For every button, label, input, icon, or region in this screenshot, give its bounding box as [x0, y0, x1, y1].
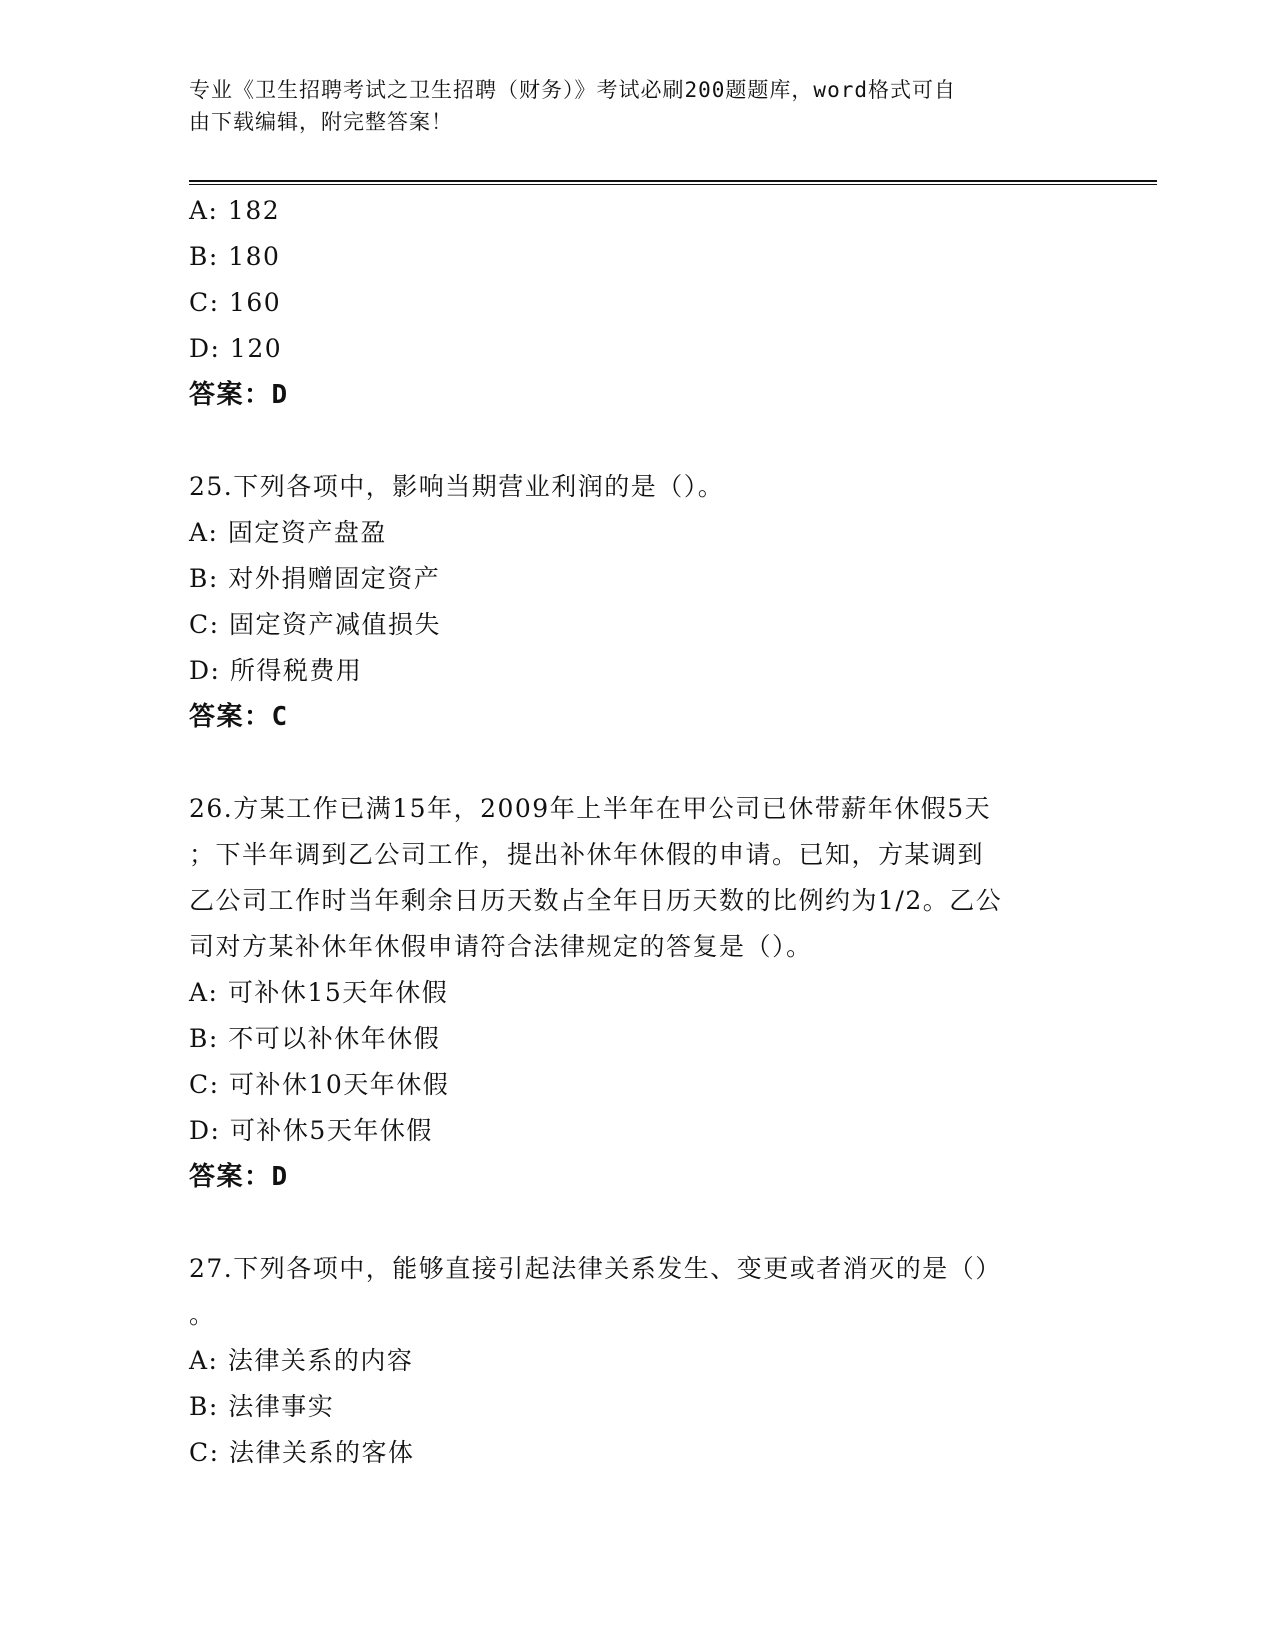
question-stem-line-1: 27.下列各项中，能够直接引起法律关系发生、变更或者消灭的是（） [189, 1254, 1002, 1283]
option-c: C: 可补休10天年休假 [189, 1070, 450, 1099]
option-c: C: 法律关系的客体 [189, 1438, 415, 1467]
question-stem-line-3: 乙公司工作时当年剩余日历天数占全年日历天数的比例约为1/2。乙公 [189, 886, 1003, 915]
header-divider-thick [189, 180, 1157, 182]
answer: 答案：D [189, 380, 289, 410]
answer: 答案：C [189, 702, 289, 732]
question-stem: 25.下列各项中，影响当期营业利润的是（）。 [189, 472, 725, 501]
option-b: B: 对外捐赠固定资产 [189, 564, 441, 593]
question-stem-line-2: ；下半年调到乙公司工作，提出补休年休假的申请。已知，方某调到 [189, 840, 985, 869]
option-b: B: 不可以补休年休假 [189, 1024, 441, 1053]
question-stem-line-1: 26.方某工作已满15年，2009年上半年在甲公司已休带薪年休假5天 [189, 794, 992, 823]
option-d: D: 120 [189, 334, 283, 363]
option-a: A: 可补休15天年休假 [189, 978, 449, 1007]
option-b: B: 180 [189, 242, 281, 271]
document-header [189, 74, 1089, 138]
question-27-block [189, 1246, 1089, 1476]
answer: 答案：D [189, 1162, 289, 1192]
option-b: B: 法律事实 [189, 1392, 335, 1421]
question-24-block [189, 188, 1089, 418]
question-25-block [189, 464, 1089, 740]
option-d: D: 可补休5天年休假 [189, 1116, 433, 1145]
question-stem-line-4: 司对方某补休年休假申请符合法律规定的答复是（）。 [189, 932, 813, 961]
question-stem-line-2: 。 [189, 1300, 216, 1329]
option-a: A: 182 [189, 196, 281, 225]
header-line-2: 由下载编辑，附完整答案！ [189, 110, 453, 134]
header-divider-thin [189, 184, 1157, 185]
header-line-1: 专业《卫生招聘考试之卫生招聘（财务）》考试必刷200题题库，word格式可自 [189, 78, 956, 102]
option-a: A: 固定资产盘盈 [189, 518, 387, 547]
option-c: C: 160 [189, 288, 282, 317]
option-d: D: 所得税费用 [189, 656, 363, 685]
option-c: C: 固定资产减值损失 [189, 610, 441, 639]
question-26-block [189, 786, 1089, 1200]
option-a: A: 法律关系的内容 [189, 1346, 414, 1375]
question-content [189, 188, 1089, 1476]
